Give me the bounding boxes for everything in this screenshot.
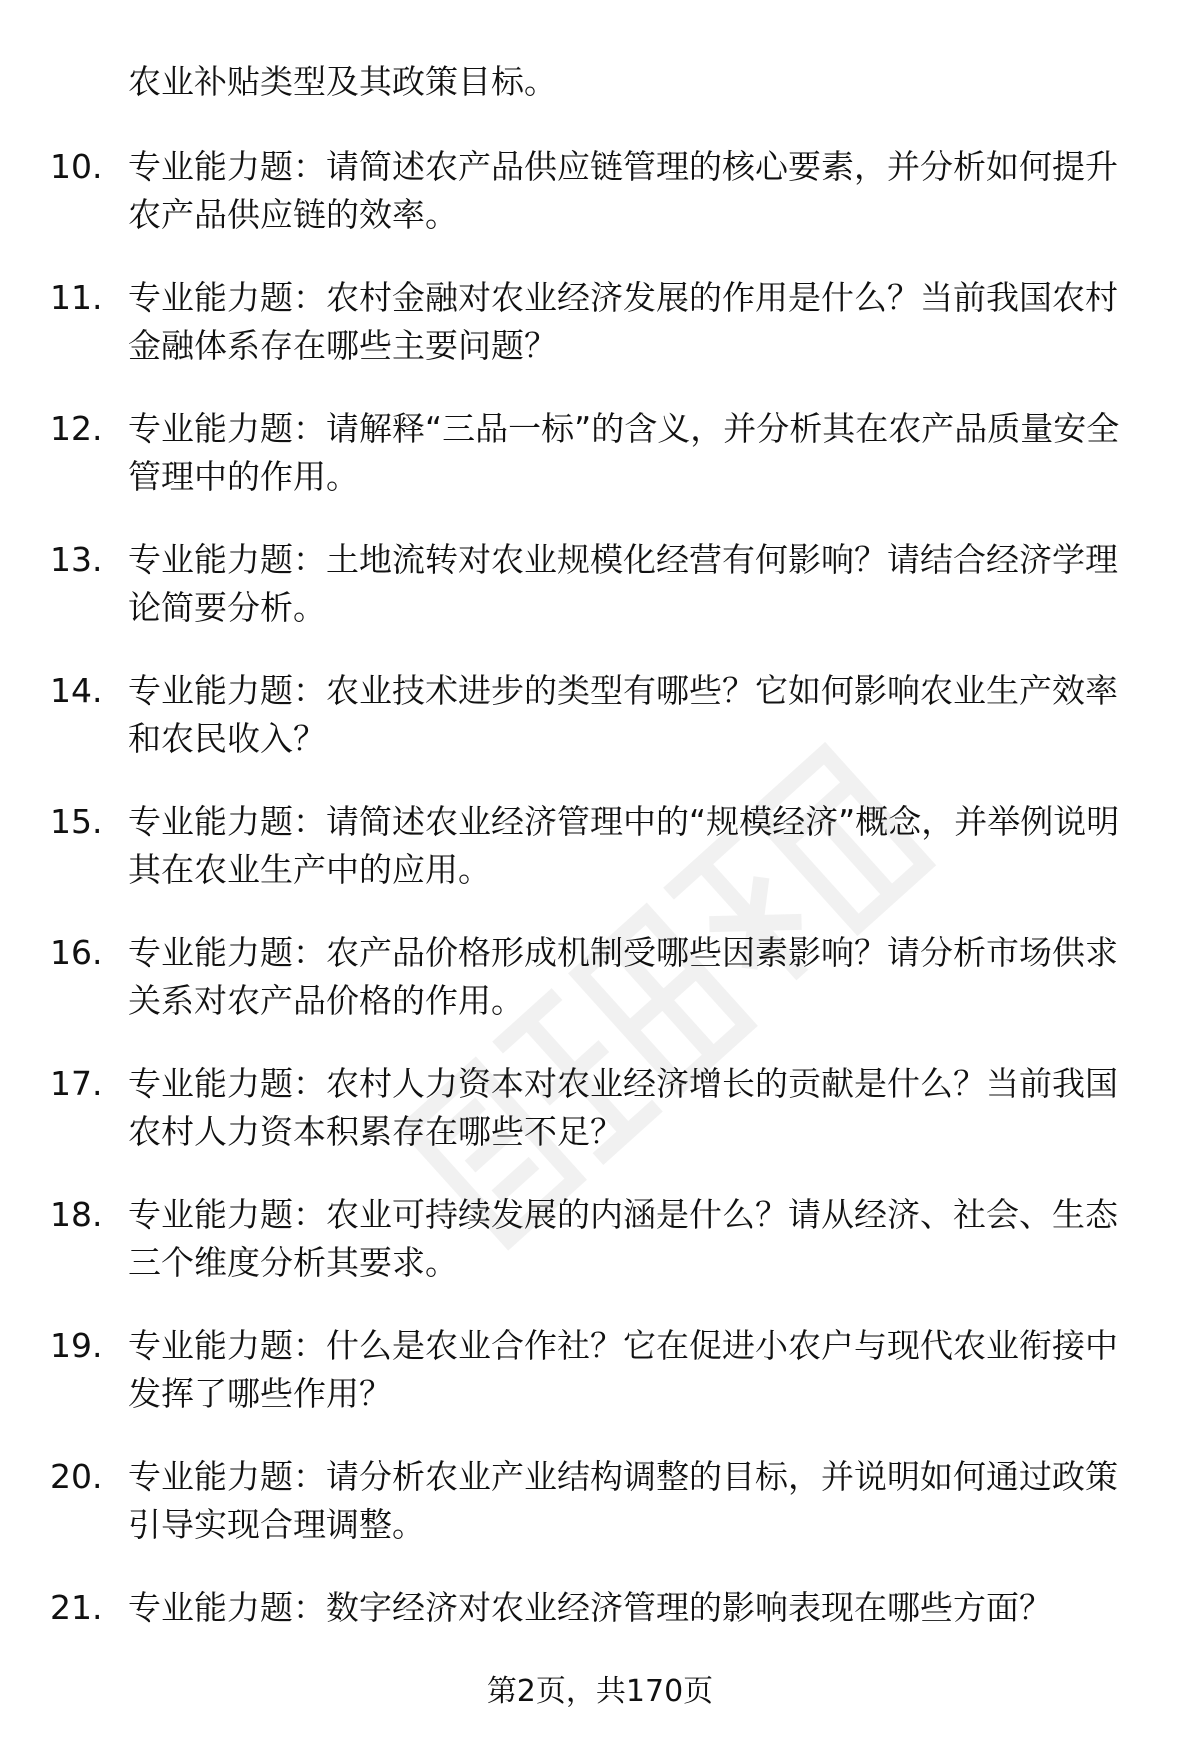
question-number: 15. xyxy=(50,802,103,841)
question-list xyxy=(0,143,1200,1715)
list-item xyxy=(0,1060,1200,1191)
question-number: 14. xyxy=(50,671,103,710)
question-text: 专业能力题：什么是农业合作社？它在促进小农户与现代农业衔接中发挥了哪些作用？ xyxy=(128,1326,1118,1413)
question-text: 专业能力题：数字经济对农业经济管理的影响表现在哪些方面？ xyxy=(128,1588,1052,1627)
question-number: 19. xyxy=(50,1326,103,1365)
question-number: 12. xyxy=(50,409,103,448)
question-text: 专业能力题：土地流转对农业规模化经营有何影响？请结合经济学理论简要分析。 xyxy=(128,540,1118,627)
question-text: 专业能力题：请简述农产品供应链管理的核心要素，并分析如何提升农产品供应链的效率。 xyxy=(128,147,1118,234)
question-text: 专业能力题：农业技术进步的类型有哪些？它如何影响农业生产效率和农民收入？ xyxy=(128,671,1118,758)
question-number: 11. xyxy=(50,278,103,317)
question-text: 专业能力题：请分析农业产业结构调整的目标，并说明如何通过政策引导实现合理调整。 xyxy=(128,1457,1118,1544)
question-number: 10. xyxy=(50,147,103,186)
page-footer: 第2页，共170页 xyxy=(486,1674,714,1709)
list-item xyxy=(0,405,1200,536)
list-item xyxy=(0,1322,1200,1453)
question-number: 13. xyxy=(50,540,103,579)
list-item xyxy=(0,143,1200,274)
question-text: 专业能力题：农村人力资本对农业经济增长的贡献是什么？当前我国农村人力资本积累存在哪些不足？ xyxy=(128,1064,1118,1151)
question-number: 20. xyxy=(50,1457,103,1496)
list-item xyxy=(0,929,1200,1060)
list-item xyxy=(0,798,1200,929)
list-item xyxy=(0,1453,1200,1584)
question-text: 专业能力题：请解释“三品一标”的含义，并分析其在农产品质量安全管理中的作用。 xyxy=(128,409,1120,496)
question-number: 18. xyxy=(50,1195,103,1234)
question-text: 专业能力题：农产品价格形成机制受哪些因素影响？请分析市场供求关系对农产品价格的作用。 xyxy=(128,933,1118,1020)
continuation-text: 农业补贴类型及其政策目标。 xyxy=(128,62,557,101)
list-item xyxy=(0,667,1200,798)
list-item xyxy=(0,536,1200,667)
question-number: 16. xyxy=(50,933,103,972)
list-item xyxy=(0,274,1200,405)
list-item xyxy=(0,1191,1200,1322)
question-text: 专业能力题：请简述农业经济管理中的“规模经济”概念，并举例说明其在农业生产中的应用。 xyxy=(128,802,1120,889)
question-number: 21. xyxy=(50,1588,103,1627)
question-text: 专业能力题：农村金融对农业经济发展的作用是什么？当前我国农村金融体系存在哪些主要问题？ xyxy=(128,278,1118,365)
question-number: 17. xyxy=(50,1064,103,1103)
question-text: 专业能力题：农业可持续发展的内涵是什么？请从经济、社会、生态三个维度分析其要求。 xyxy=(128,1195,1118,1282)
